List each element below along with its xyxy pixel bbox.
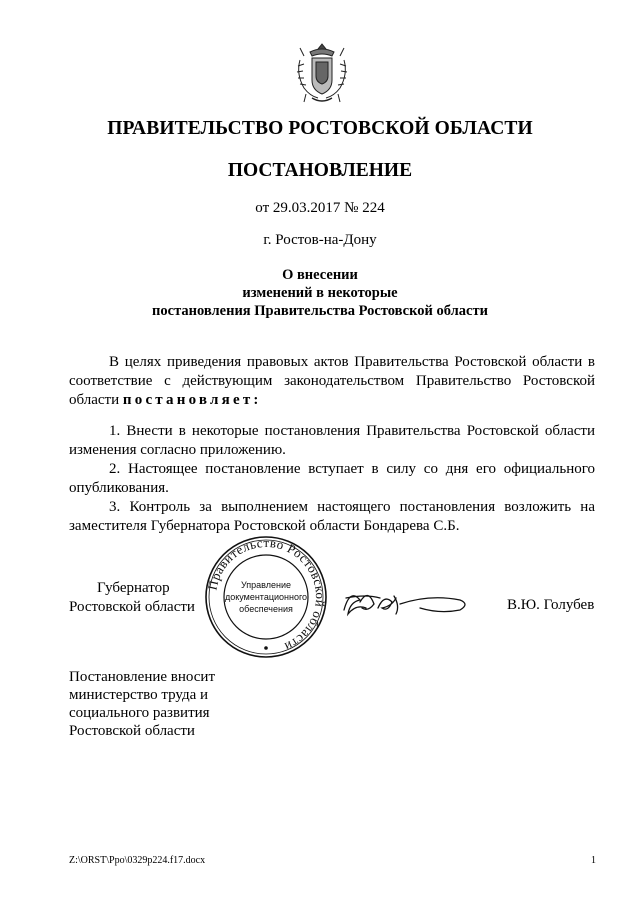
decree-item: 2. Настоящее постановление вступает в силу со дня его официального опубликования. xyxy=(69,461,595,496)
date-number: от 29.03.2017 № 224 xyxy=(255,200,385,216)
submitter-line: Постановление вносит xyxy=(69,669,216,685)
subject-line: постановления Правительства Ростовской области xyxy=(152,303,488,319)
official-stamp xyxy=(203,534,329,660)
stamp-inner-line: обеспечения xyxy=(239,604,293,614)
signatory-name: В.Ю. Голубев xyxy=(507,597,595,613)
file-path: Z:\ORST\Ppo\0329p224.f17.docx xyxy=(69,855,206,866)
decree-items xyxy=(69,422,595,536)
subject-line: О внесении xyxy=(282,267,358,283)
submitter-line: министерство труда и xyxy=(69,687,209,703)
intro-paragraph xyxy=(69,353,595,410)
subject-line: изменений в некоторые xyxy=(242,285,398,301)
document-subject xyxy=(0,266,640,320)
position-line: Ростовской области xyxy=(69,599,195,615)
position-line: Губернатор xyxy=(97,580,170,596)
handwritten-signature xyxy=(338,580,478,622)
stamp-outer-text: Правительство Ростовской области xyxy=(204,534,329,655)
intro-text: В целях приведения правовых актов Правительства Ростовской области в соответствие с действующим законодательством Правительство Ростовской области xyxy=(69,354,595,408)
submitter-block xyxy=(69,668,215,740)
signatory-position xyxy=(69,579,195,617)
organization-title: ПРАВИТЕЛЬСТВО РОСТОВСКОЙ ОБЛАСТИ xyxy=(107,118,533,139)
coat-of-arms-icon xyxy=(292,40,352,106)
stamp-inner-line: документационного xyxy=(224,592,308,602)
decree-item: 1. Внести в некоторые постановления Правительства Ростовской области изменения согласно приложению. xyxy=(69,423,595,458)
stamp-inner-line: Управление xyxy=(240,580,292,590)
document-type: ПОСТАНОВЛЕНИЕ xyxy=(227,160,413,181)
submitter-line: Ростовской области xyxy=(69,723,195,739)
submitter-line: социального развития xyxy=(69,705,210,721)
page-number: 1 xyxy=(591,855,596,866)
city: г. Ростов-на-Дону xyxy=(263,232,377,248)
decree-word: постановляет: xyxy=(122,392,262,408)
decree-item: 3. Контроль за выполнением настоящего постановления возложить на заместителя Губернатора Ростовской области Бондарева С.Б. xyxy=(69,499,595,534)
